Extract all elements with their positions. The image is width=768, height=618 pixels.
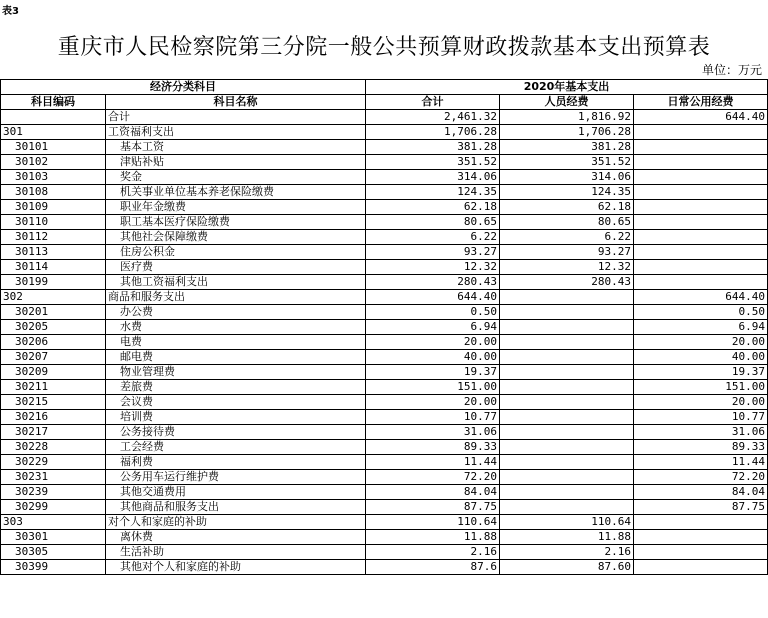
table-row — [1, 365, 768, 380]
cell-daily: 84.04 — [634, 485, 768, 500]
cell-name: 公务用车运行维护费 — [106, 470, 366, 485]
header-column-row — [1, 95, 768, 110]
table-row — [1, 305, 768, 320]
page-title: 重庆市人民检察院第三分院一般公共预算财政拨款基本支出预算表 — [57, 35, 711, 60]
cell-daily — [634, 185, 768, 200]
cell-personnel — [500, 440, 634, 455]
header-name: 科目名称 — [106, 95, 366, 110]
cell-code: 303 — [1, 515, 106, 530]
cell-name: 其他工资福利支出 — [106, 275, 366, 290]
table-row — [1, 455, 768, 470]
cell-code: 30101 — [1, 140, 106, 155]
cell-total: 20.00 — [366, 335, 500, 350]
cell-name: 差旅费 — [106, 380, 366, 395]
cell-total: 10.77 — [366, 410, 500, 425]
table-row — [1, 125, 768, 140]
cell-name: 其他对个人和家庭的补助 — [106, 560, 366, 575]
cell-daily: 40.00 — [634, 350, 768, 365]
cell-daily — [634, 245, 768, 260]
cell-name: 职业年金缴费 — [106, 200, 366, 215]
table-row — [1, 425, 768, 440]
table-row — [1, 500, 768, 515]
cell-name: 机关事业单位基本养老保险缴费 — [106, 185, 366, 200]
table-row — [1, 515, 768, 530]
table-row — [1, 560, 768, 575]
cell-total: 62.18 — [366, 200, 500, 215]
cell-daily: 89.33 — [634, 440, 768, 455]
table-row — [1, 215, 768, 230]
cell-total: 80.65 — [366, 215, 500, 230]
cell-code: 30109 — [1, 200, 106, 215]
cell-code: 30206 — [1, 335, 106, 350]
cell-daily — [634, 230, 768, 245]
cell-total: 2.16 — [366, 545, 500, 560]
cell-personnel — [500, 455, 634, 470]
table-row — [1, 140, 768, 155]
cell-code: 30113 — [1, 245, 106, 260]
cell-personnel: 87.60 — [500, 560, 634, 575]
cell-daily — [634, 515, 768, 530]
cell-name: 基本工资 — [106, 140, 366, 155]
cell-name: 会议费 — [106, 395, 366, 410]
cell-daily — [634, 155, 768, 170]
cell-name: 工资福利支出 — [106, 125, 366, 140]
cell-daily: 72.20 — [634, 470, 768, 485]
cell-total: 0.50 — [366, 305, 500, 320]
cell-name: 职工基本医疗保险缴费 — [106, 215, 366, 230]
table-row — [1, 320, 768, 335]
cell-total: 314.06 — [366, 170, 500, 185]
cell-daily: 20.00 — [634, 395, 768, 410]
table-row — [1, 245, 768, 260]
table-row — [1, 200, 768, 215]
cell-daily — [634, 530, 768, 545]
cell-personnel — [500, 425, 634, 440]
cell-total: 280.43 — [366, 275, 500, 290]
cell-daily: 87.75 — [634, 500, 768, 515]
table-body — [1, 110, 768, 575]
cell-daily: 31.06 — [634, 425, 768, 440]
cell-name: 医疗费 — [106, 260, 366, 275]
table-row — [1, 545, 768, 560]
cell-personnel — [500, 335, 634, 350]
cell-personnel — [500, 320, 634, 335]
cell-personnel: 124.35 — [500, 185, 634, 200]
cell-personnel — [500, 485, 634, 500]
cell-total: 72.20 — [366, 470, 500, 485]
cell-name: 水费 — [106, 320, 366, 335]
header-daily: 日常公用经费 — [634, 95, 768, 110]
cell-daily — [634, 215, 768, 230]
cell-total: 6.22 — [366, 230, 500, 245]
cell-daily: 19.37 — [634, 365, 768, 380]
cell-total: 89.33 — [366, 440, 500, 455]
table-row — [1, 185, 768, 200]
cell-total: 151.00 — [366, 380, 500, 395]
cell-code: 30205 — [1, 320, 106, 335]
table-row — [1, 260, 768, 275]
cell-total: 11.44 — [366, 455, 500, 470]
cell-code: 30110 — [1, 215, 106, 230]
cell-total: 381.28 — [366, 140, 500, 155]
cell-code: 30108 — [1, 185, 106, 200]
cell-code: 30112 — [1, 230, 106, 245]
cell-daily: 151.00 — [634, 380, 768, 395]
cell-personnel: 6.22 — [500, 230, 634, 245]
cell-personnel: 381.28 — [500, 140, 634, 155]
header-group-row — [1, 80, 768, 95]
cell-name: 工会经费 — [106, 440, 366, 455]
cell-code — [1, 110, 106, 125]
cell-total: 84.04 — [366, 485, 500, 500]
header-personnel: 人员经费 — [500, 95, 634, 110]
cell-total: 40.00 — [366, 350, 500, 365]
table-number-label: 表3 — [2, 6, 19, 17]
cell-total: 124.35 — [366, 185, 500, 200]
cell-total: 351.52 — [366, 155, 500, 170]
cell-name: 办公费 — [106, 305, 366, 320]
table-row — [1, 530, 768, 545]
cell-daily — [634, 140, 768, 155]
cell-total: 6.94 — [366, 320, 500, 335]
cell-personnel: 2.16 — [500, 545, 634, 560]
cell-code: 30239 — [1, 485, 106, 500]
cell-total: 11.88 — [366, 530, 500, 545]
cell-daily: 6.94 — [634, 320, 768, 335]
cell-code: 30114 — [1, 260, 106, 275]
cell-personnel: 12.32 — [500, 260, 634, 275]
cell-total: 87.75 — [366, 500, 500, 515]
cell-personnel — [500, 290, 634, 305]
cell-personnel — [500, 470, 634, 485]
cell-code: 30201 — [1, 305, 106, 320]
header-total: 合计 — [366, 95, 500, 110]
cell-total: 2,461.32 — [366, 110, 500, 125]
cell-daily: 0.50 — [634, 305, 768, 320]
cell-name: 电费 — [106, 335, 366, 350]
cell-code: 30231 — [1, 470, 106, 485]
cell-daily — [634, 545, 768, 560]
table-row — [1, 350, 768, 365]
cell-personnel — [500, 410, 634, 425]
cell-personnel — [500, 395, 634, 410]
cell-daily: 20.00 — [634, 335, 768, 350]
table-row — [1, 410, 768, 425]
cell-name: 津贴补贴 — [106, 155, 366, 170]
cell-name: 物业管理费 — [106, 365, 366, 380]
cell-daily: 644.40 — [634, 110, 768, 125]
table-row — [1, 440, 768, 455]
cell-code: 30301 — [1, 530, 106, 545]
cell-code: 30103 — [1, 170, 106, 185]
cell-personnel — [500, 350, 634, 365]
budget-table — [0, 79, 768, 575]
cell-daily — [634, 560, 768, 575]
cell-total: 110.64 — [366, 515, 500, 530]
cell-total: 1,706.28 — [366, 125, 500, 140]
table-row — [1, 470, 768, 485]
cell-name: 其他社会保障缴费 — [106, 230, 366, 245]
table-row — [1, 155, 768, 170]
cell-name: 奖金 — [106, 170, 366, 185]
cell-daily — [634, 275, 768, 290]
table-row — [1, 335, 768, 350]
cell-code: 30229 — [1, 455, 106, 470]
cell-personnel — [500, 500, 634, 515]
cell-code: 30217 — [1, 425, 106, 440]
table-row — [1, 110, 768, 125]
cell-name: 住房公积金 — [106, 245, 366, 260]
cell-personnel: 110.64 — [500, 515, 634, 530]
cell-personnel: 93.27 — [500, 245, 634, 260]
cell-code: 30399 — [1, 560, 106, 575]
cell-code: 30209 — [1, 365, 106, 380]
cell-total: 12.32 — [366, 260, 500, 275]
cell-code: 302 — [1, 290, 106, 305]
unit-label: 单位：万元 — [701, 63, 762, 77]
cell-name: 对个人和家庭的补助 — [106, 515, 366, 530]
cell-total: 19.37 — [366, 365, 500, 380]
cell-daily: 10.77 — [634, 410, 768, 425]
cell-personnel — [500, 380, 634, 395]
table-row — [1, 485, 768, 500]
cell-daily: 644.40 — [634, 290, 768, 305]
cell-daily: 11.44 — [634, 455, 768, 470]
table-row — [1, 275, 768, 290]
cell-name: 商品和服务支出 — [106, 290, 366, 305]
table-row — [1, 380, 768, 395]
cell-name: 合计 — [106, 110, 366, 125]
header-basic-expenditure: 2020年基本支出 — [366, 80, 768, 95]
cell-daily — [634, 260, 768, 275]
cell-code: 30102 — [1, 155, 106, 170]
header-economic-category: 经济分类科目 — [1, 80, 366, 95]
cell-personnel — [500, 365, 634, 380]
cell-total: 20.00 — [366, 395, 500, 410]
cell-personnel: 351.52 — [500, 155, 634, 170]
cell-code: 30299 — [1, 500, 106, 515]
cell-personnel: 80.65 — [500, 215, 634, 230]
cell-code: 30216 — [1, 410, 106, 425]
table-row — [1, 170, 768, 185]
cell-personnel: 11.88 — [500, 530, 634, 545]
cell-code: 30211 — [1, 380, 106, 395]
cell-name: 生活补助 — [106, 545, 366, 560]
cell-daily — [634, 200, 768, 215]
cell-daily — [634, 170, 768, 185]
cell-code: 30305 — [1, 545, 106, 560]
cell-name: 公务接待费 — [106, 425, 366, 440]
table-row — [1, 230, 768, 245]
cell-total: 93.27 — [366, 245, 500, 260]
cell-total: 87.6 — [366, 560, 500, 575]
cell-code: 301 — [1, 125, 106, 140]
cell-personnel: 1,816.92 — [500, 110, 634, 125]
cell-daily — [634, 125, 768, 140]
cell-name: 其他商品和服务支出 — [106, 500, 366, 515]
cell-code: 30207 — [1, 350, 106, 365]
cell-personnel: 314.06 — [500, 170, 634, 185]
cell-personnel: 280.43 — [500, 275, 634, 290]
cell-name: 离休费 — [106, 530, 366, 545]
cell-code: 30228 — [1, 440, 106, 455]
cell-name: 邮电费 — [106, 350, 366, 365]
cell-name: 其他交通费用 — [106, 485, 366, 500]
cell-name: 福利费 — [106, 455, 366, 470]
cell-name: 培训费 — [106, 410, 366, 425]
cell-code: 30199 — [1, 275, 106, 290]
cell-total: 644.40 — [366, 290, 500, 305]
cell-personnel: 1,706.28 — [500, 125, 634, 140]
cell-total: 31.06 — [366, 425, 500, 440]
table-row — [1, 395, 768, 410]
header-code: 科目编码 — [1, 95, 106, 110]
cell-code: 30215 — [1, 395, 106, 410]
table-row — [1, 290, 768, 305]
cell-personnel: 62.18 — [500, 200, 634, 215]
cell-personnel — [500, 305, 634, 320]
